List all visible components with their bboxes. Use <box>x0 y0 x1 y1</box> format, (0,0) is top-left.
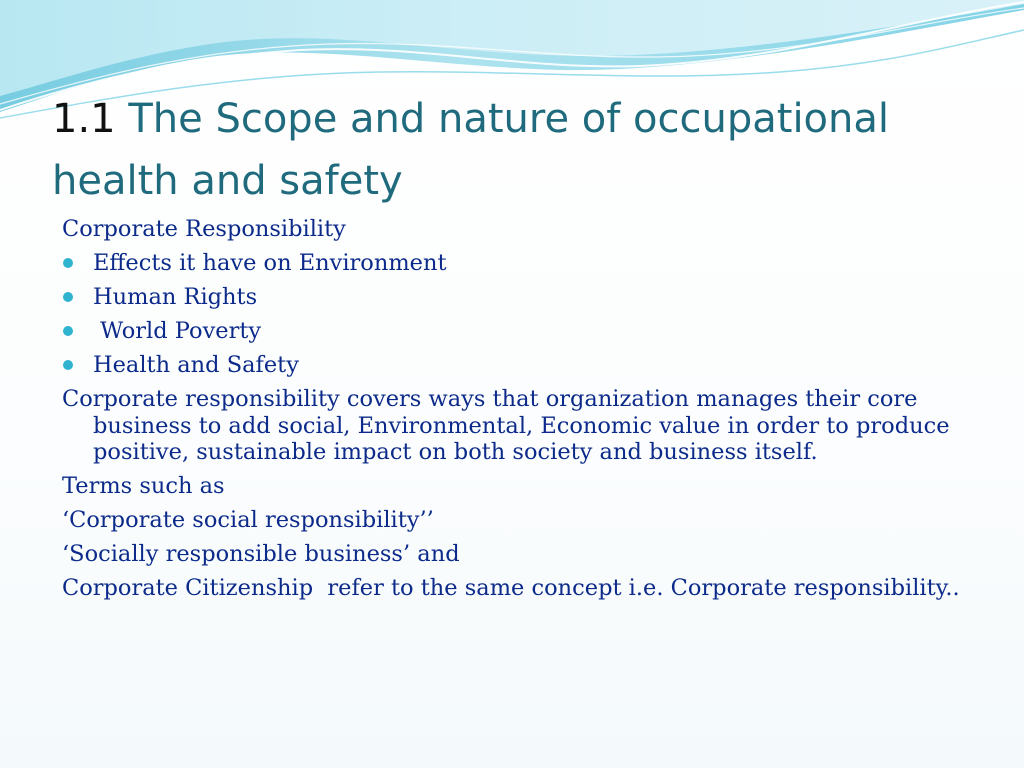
title-text: The Scope and nature of occupational health and safety <box>52 96 890 204</box>
bullet-icon <box>63 292 73 302</box>
bullet-text: Health and Safety <box>93 352 299 378</box>
bullet-text: Effects it have on Environment <box>93 250 447 276</box>
bullet-icon <box>63 326 73 336</box>
term-item: ‘Socially responsible business’ and <box>62 541 460 567</box>
body-paragraph-1: Corporate responsibility covers ways that organization manages their core business to add social, Environmental, Economic value in order to produce positive, sustainable impact on both society and business itself. <box>62 386 950 465</box>
bullet-item <box>62 284 982 311</box>
slide-title <box>52 88 982 212</box>
bullet-icon <box>63 360 73 370</box>
term-item: ‘Corporate social responsibility’’ <box>62 507 434 533</box>
slide-body <box>62 216 982 609</box>
body-paragraph-2: Corporate Citizenship refer to the same concept i.e. Corporate responsibility.. <box>62 575 960 601</box>
title-number: 1.1 <box>52 96 116 142</box>
bullet-item <box>62 318 982 345</box>
bullet-item <box>62 250 982 277</box>
bullet-item <box>62 352 982 379</box>
bullet-text: World Poverty <box>93 318 262 344</box>
body-heading: Corporate Responsibility <box>62 216 346 242</box>
bullet-text: Human Rights <box>93 284 258 310</box>
bullet-icon <box>63 258 73 268</box>
terms-intro: Terms such as <box>62 473 225 499</box>
